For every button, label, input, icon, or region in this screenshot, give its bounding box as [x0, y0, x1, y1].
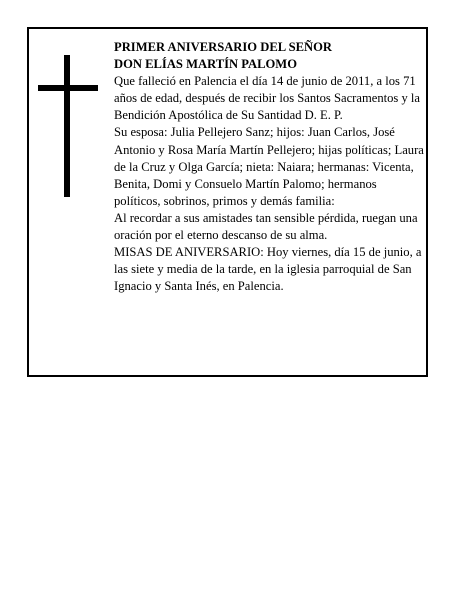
family-paragraph: Su esposa: Julia Pellejero Sanz; hijos: Juan Carlos, José Antonio y Rosa María Martín Pellejero; hijas políticas; Laura de la Cruz y Olga García; nieta: Naiara; hermanas: Vicenta, Benita, Domi y Consuelo Martín Palomo; hermanos políticos, sobrinos, primos y demás familia:: [114, 125, 424, 208]
cross-horizontal-bar: [38, 85, 98, 91]
obituary-text: [114, 39, 424, 295]
masses-paragraph: MISAS DE ANIVERSARIO: Hoy viernes, día 15 de junio, a las siete y media de la tarde, en la iglesia parroquial de San Ignacio y Santa Inés, en Palencia.: [114, 245, 422, 294]
notice-title-line-2: DON ELÍAS MARTÍN PALOMO: [114, 57, 297, 72]
cross-vertical-bar: [64, 55, 70, 197]
prayer-request-paragraph: Al recordar a sus amistades tan sensible pérdida, ruegan una oración por el eterno descanso de su alma.: [114, 210, 418, 243]
cross-icon: [38, 55, 98, 197]
death-info-paragraph: Que falleció en Palencia el día 14 de junio de 2011, a los 71 años de edad, después de recibir los Santos Sacramentos y la Bendición Apostólica de Su Santidad D. E. P.: [114, 74, 421, 123]
notice-title-line-1: PRIMER ANIVERSARIO DEL SEÑOR: [114, 40, 332, 54]
